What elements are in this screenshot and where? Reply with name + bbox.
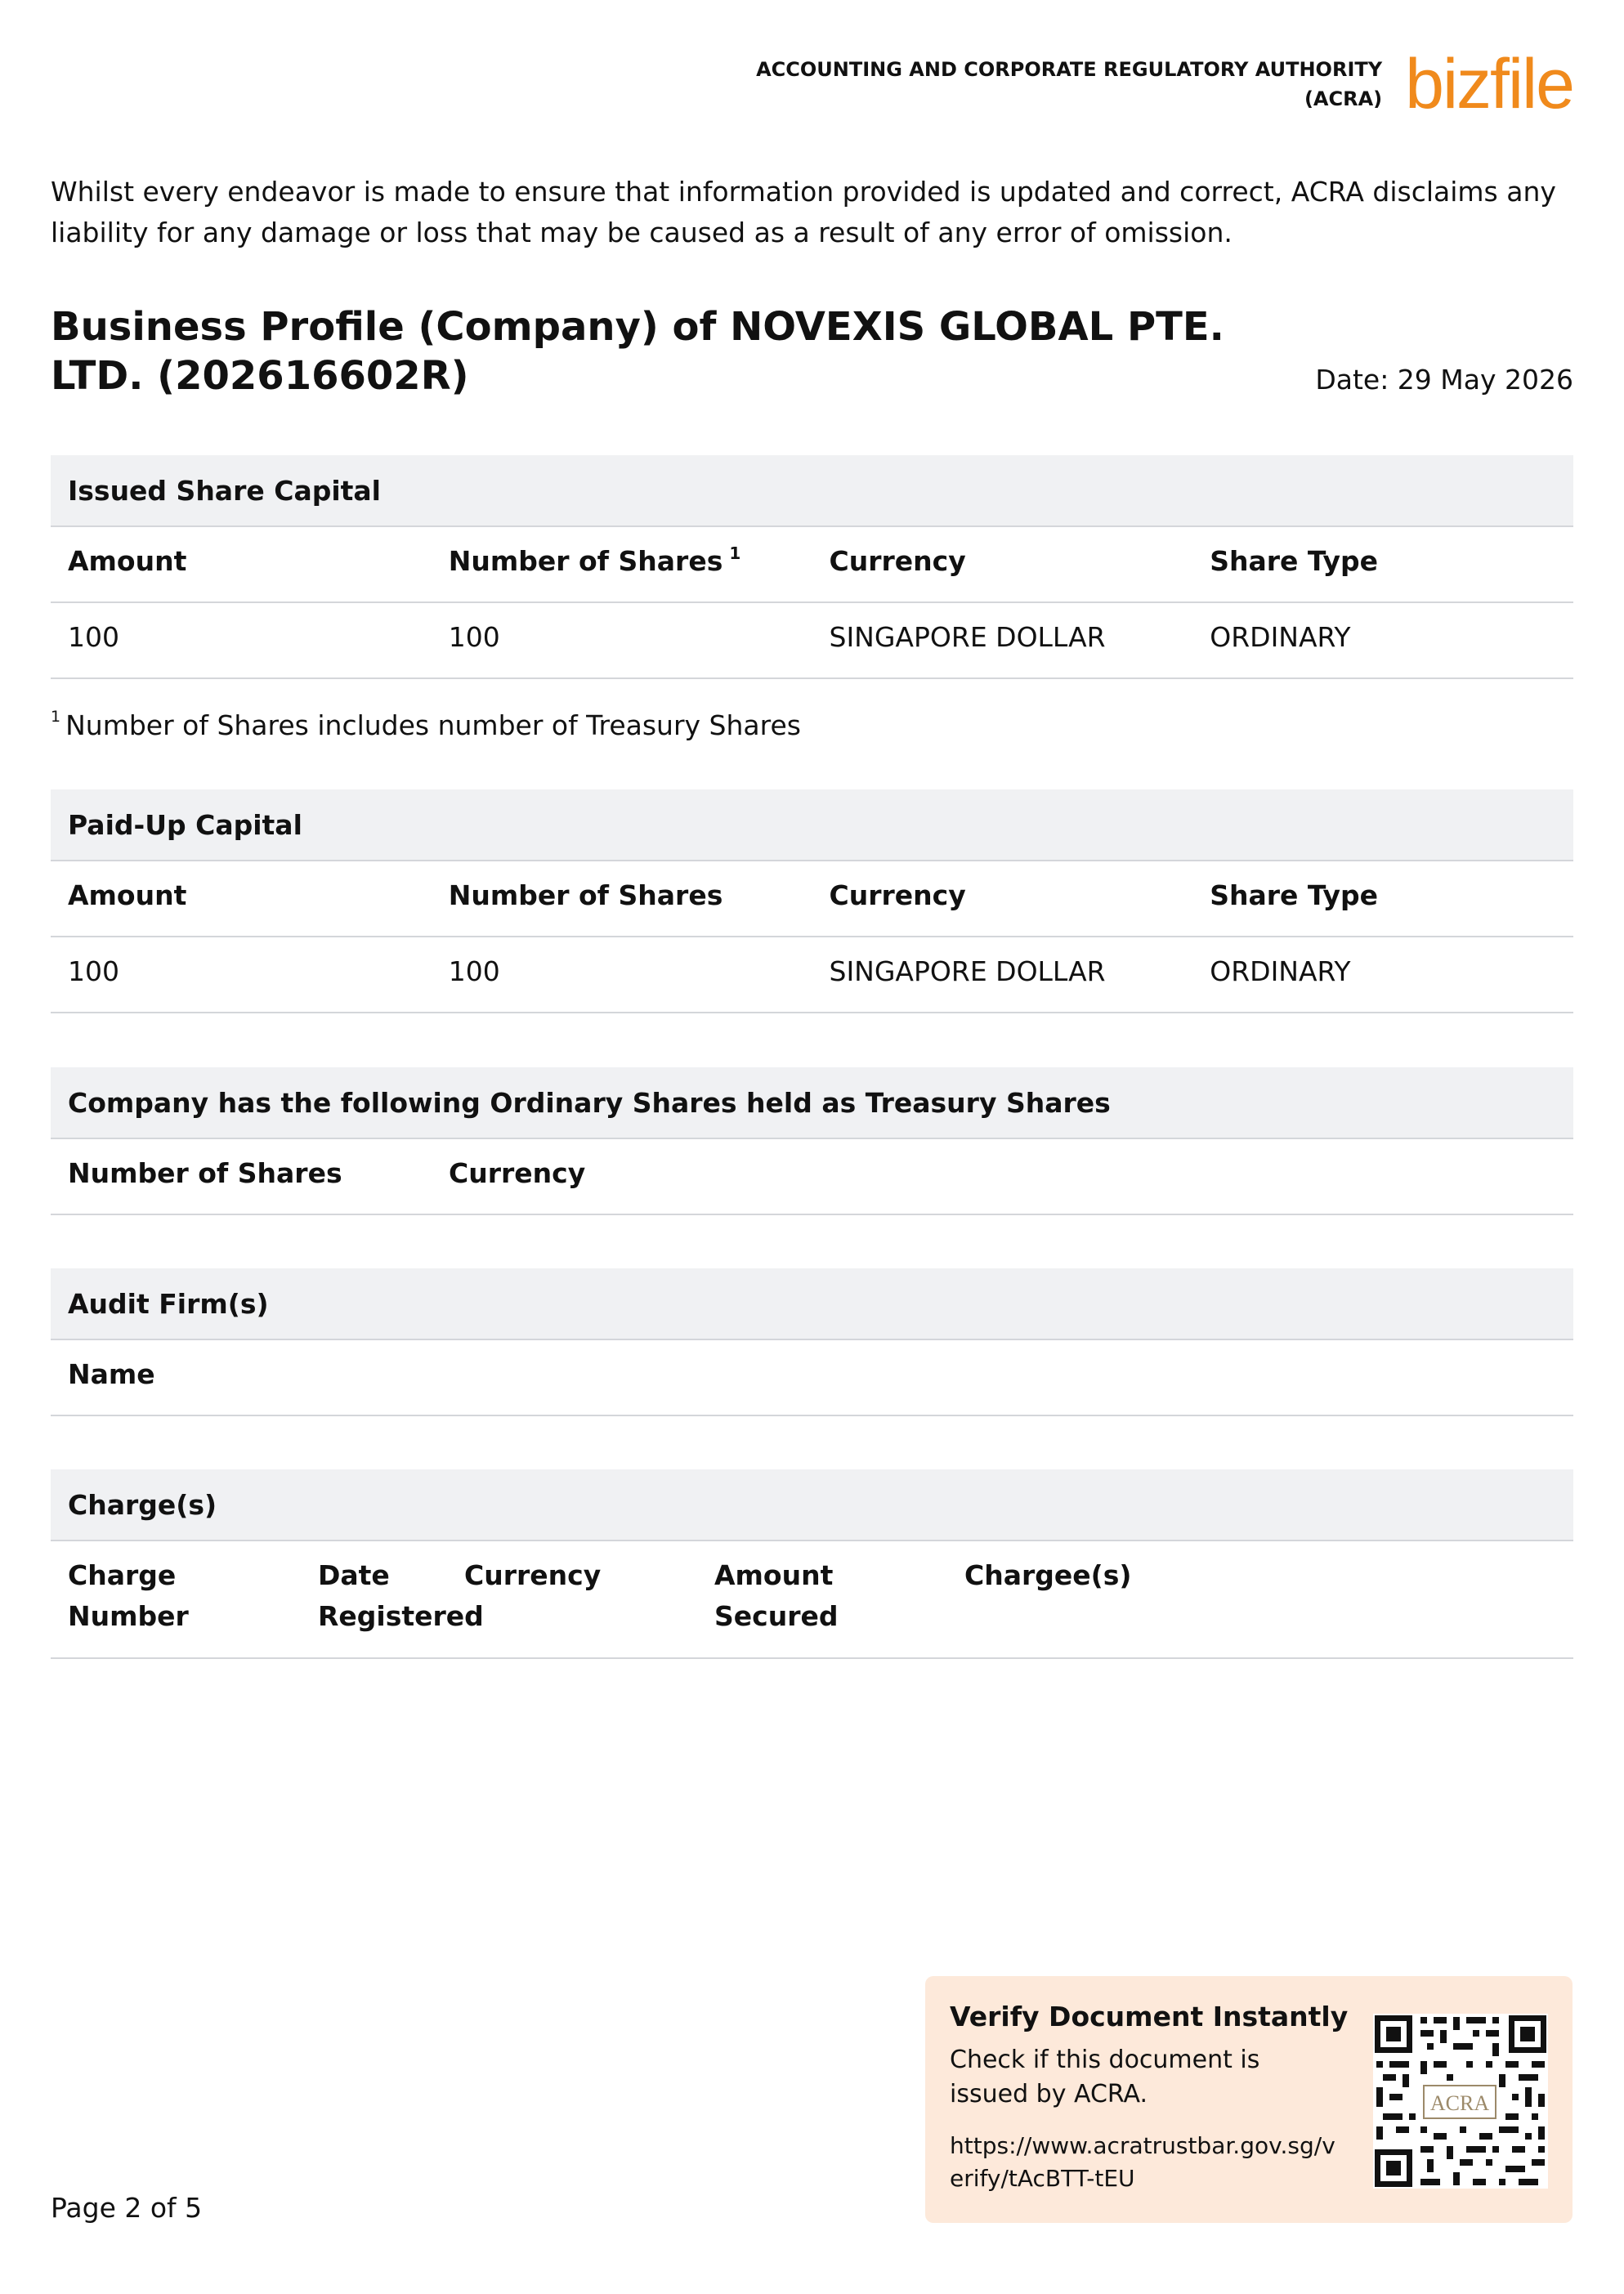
- column-header: Date Registered: [318, 1559, 484, 1632]
- paid-up-capital-section: [51, 789, 1573, 1013]
- column-header: Name: [68, 1358, 155, 1390]
- table-cell: 100: [448, 955, 500, 987]
- page-title: Business Profile (Company) of NOVEXIS GLOBAL PTE. LTD. (202616602R): [51, 304, 1224, 399]
- column-header: Share Type: [1210, 879, 1379, 911]
- table-header-row: [51, 861, 1573, 937]
- column-header: Amount: [68, 879, 187, 911]
- section-heading: Company has the following Ordinary Shares held as Treasury Shares: [51, 1067, 1573, 1139]
- table-cell: ORDINARY: [1210, 955, 1351, 987]
- verify-title: Verify Document Instantly: [950, 2001, 1349, 2032]
- authority-line-2: (ACRA): [1304, 87, 1383, 110]
- table-header-row: [51, 1541, 1573, 1659]
- section-heading: Issued Share Capital: [51, 455, 1573, 527]
- column-header: Amount: [68, 545, 187, 577]
- document-date: Date: 29 May 2026: [1315, 364, 1573, 396]
- section-heading: Audit Firm(s): [51, 1268, 1573, 1340]
- table-cell: 100: [448, 621, 500, 653]
- table-header-row: [51, 1340, 1573, 1416]
- page-number: Page 2 of 5: [51, 2192, 203, 2224]
- section-heading: Charge(s): [51, 1469, 1573, 1541]
- column-header: Number of Shares: [68, 1157, 342, 1189]
- treasury-shares-section: [51, 1067, 1573, 1215]
- verify-document-box: [925, 1976, 1573, 2223]
- charges-section: [51, 1469, 1573, 1659]
- page-header: [756, 47, 1573, 121]
- issued-share-capital-section: [51, 455, 1573, 679]
- column-header: Amount Secured: [714, 1559, 839, 1632]
- table-cell: SINGAPORE DOLLAR: [829, 955, 1106, 987]
- column-header: Currency: [829, 545, 966, 577]
- verify-description: Check if this document is issued by ACRA.: [950, 2046, 1260, 2108]
- authority-line-1: ACCOUNTING AND CORPORATE REGULATORY AUTHORITY: [756, 58, 1383, 81]
- column-header: Number of Shares: [448, 545, 723, 577]
- column-header: Currency: [829, 879, 966, 911]
- footnote: [51, 699, 801, 744]
- qr-code-icon[interactable]: [1373, 2014, 1548, 2189]
- column-header: Chargee(s): [964, 1559, 1132, 1591]
- bizfile-logo: bizfile: [1405, 45, 1573, 123]
- table-cell: SINGAPORE DOLLAR: [829, 621, 1106, 653]
- qr-logo-text: ACRA: [1429, 2091, 1490, 2115]
- table-row: [51, 603, 1573, 679]
- table-cell: ORDINARY: [1210, 621, 1351, 653]
- column-header: Currency: [449, 1157, 586, 1189]
- column-header: Share Type: [1210, 545, 1379, 577]
- table-cell: 100: [68, 955, 119, 987]
- table-header-row: [51, 1139, 1573, 1215]
- column-header: Charge Number: [68, 1559, 189, 1632]
- footnote-marker: 1: [729, 543, 741, 563]
- column-header: Currency: [464, 1559, 602, 1591]
- table-row: [51, 937, 1573, 1013]
- authority-name: [756, 55, 1382, 114]
- table-cell: 100: [68, 621, 119, 653]
- audit-firms-section: [51, 1268, 1573, 1416]
- column-header: Number of Shares: [448, 879, 723, 911]
- table-header-row: [51, 527, 1573, 603]
- section-heading: Paid-Up Capital: [51, 789, 1573, 861]
- footnote-marker: 1: [51, 708, 61, 726]
- footnote-text: Number of Shares includes number of Treasury Shares: [65, 709, 801, 741]
- column-header-with-footnote: [432, 527, 812, 601]
- verify-url-link[interactable]: https://www.acratrustbar.gov.sg/verify/tAcBTT-tEU: [950, 2132, 1335, 2192]
- disclaimer-text: Whilst every endeavor is made to ensure that information provided is updated and correct, ACRA disclaims any liability for any damage or loss that may be caused as a result of any error of omission.: [51, 176, 1556, 248]
- qr-code-graphic: [1373, 2014, 1548, 2189]
